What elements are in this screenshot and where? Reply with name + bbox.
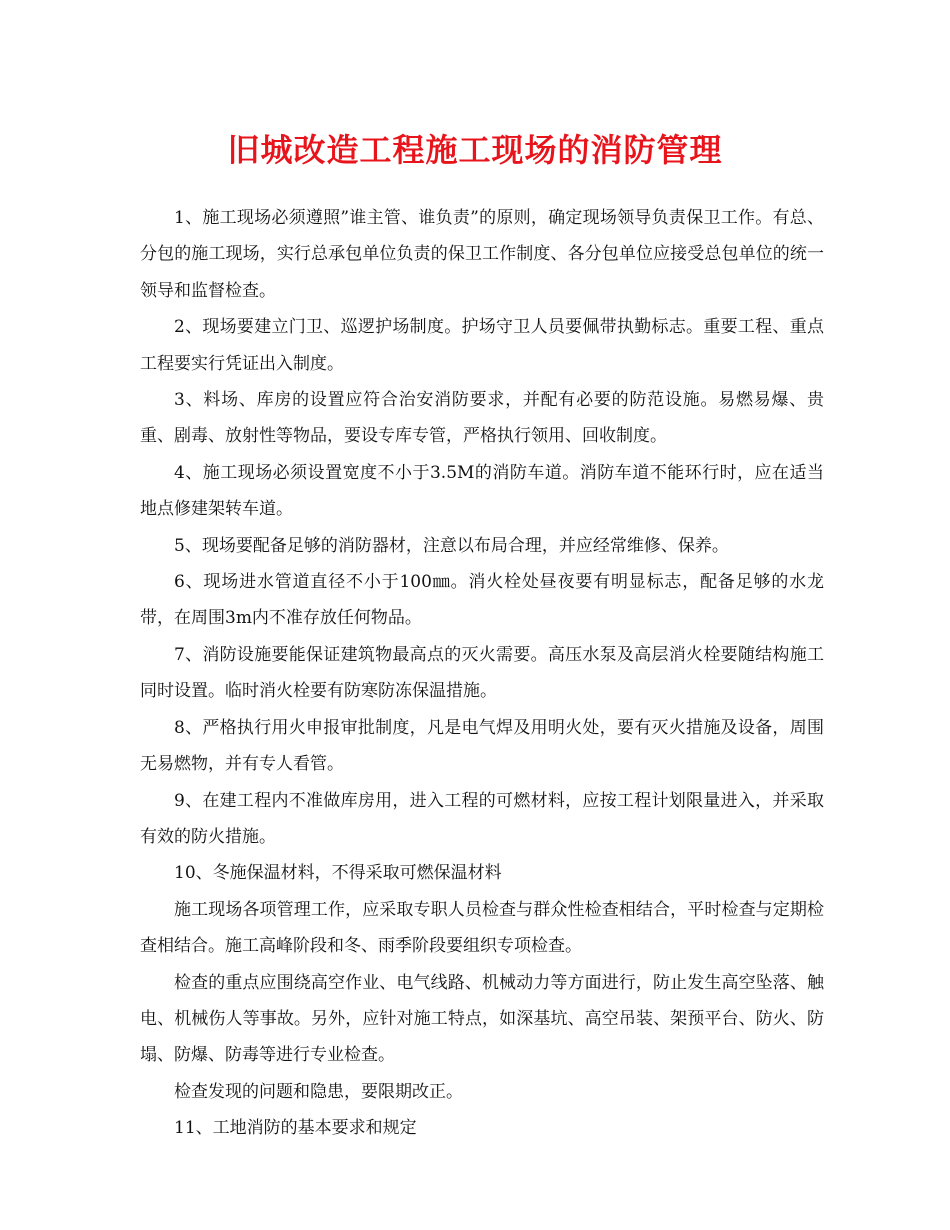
paragraph-11: 施工现场各项管理工作，应采取专职人员检查与群众性检查相结合，平时检查与定期检查相结合。施工高峰阶段和冬、雨季阶段要组织专项检查。	[140, 899, 824, 957]
document-body	[140, 200, 824, 1147]
paragraph-7: 7、消防设施要能保证建筑物最高点的灭火需要。高压水泵及高层消火栓要随结构施工同时设置。临时消火栓要有防寒防冻保温措施。	[140, 644, 824, 702]
paragraph-13: 检查发现的问题和隐患，要限期改正。	[174, 1081, 463, 1102]
paragraph-2: 2、现场要建立门卫、巡逻护场制度。护场守卫人员要佩带执勤标志。重要工程、重点工程要实行凭证出入制度。	[140, 317, 824, 374]
paragraph-14: 11、工地消防的基本要求和规定	[174, 1118, 417, 1139]
paragraph-9: 9、在建工程内不准做库房用，进入工程的可燃材料，应按工程计划限量进入，并采取有效的防火措施。	[140, 790, 824, 847]
paragraph-8: 8、严格执行用火申报审批制度，凡是电气焊及用明火处，要有灭火措施及设备，周围无易燃物，并有专人看管。	[140, 717, 824, 775]
paragraph-4: 4、施工现场必须设置宽度不小于3.5M的消防车道。消防车道不能环行时，应在适当地点修建架转车道。	[140, 462, 824, 520]
paragraph-6: 6、现场进水管道直径不小于100㎜。消火栓处昼夜要有明显标志，配备足够的水龙带，在周围3m内不准存放任何物品。	[140, 572, 824, 629]
document-title: 旧城改造工程施工现场的消防管理	[227, 131, 723, 169]
paragraph-10: 10、冬施保温材料，不得采取可燃保温材料	[174, 863, 502, 884]
paragraph-3: 3、料场、库房的设置应符合治安消防要求，并配有必要的防范设施。易燃易爆、贵重、剧毒、放射性等物品，要设专库专管，严格执行领用、回收制度。	[140, 390, 824, 447]
paragraph-12: 检查的重点应围绕高空作业、电气线路、机械动力等方面进行，防止发生高空坠落、触电、机械伤人等事故。另外，应针对施工特点，如深基坑、高空吊装、架预平台、防火、防塌、防爆、防毒等进行专业检查。	[140, 972, 824, 1066]
paragraph-1: 1、施工现场必须遵照”谁主管、谁负责”的原则，确定现场领导负责保卫工作。有总、分包的施工现场，实行总承包单位负责的保卫工作制度、各分包单位应接受总包单位的统一领导和监督检查。	[140, 208, 824, 301]
paragraph-5: 5、现场要配备足够的消防器材，注意以布局合理，并应经常维修、保养。	[174, 535, 729, 556]
